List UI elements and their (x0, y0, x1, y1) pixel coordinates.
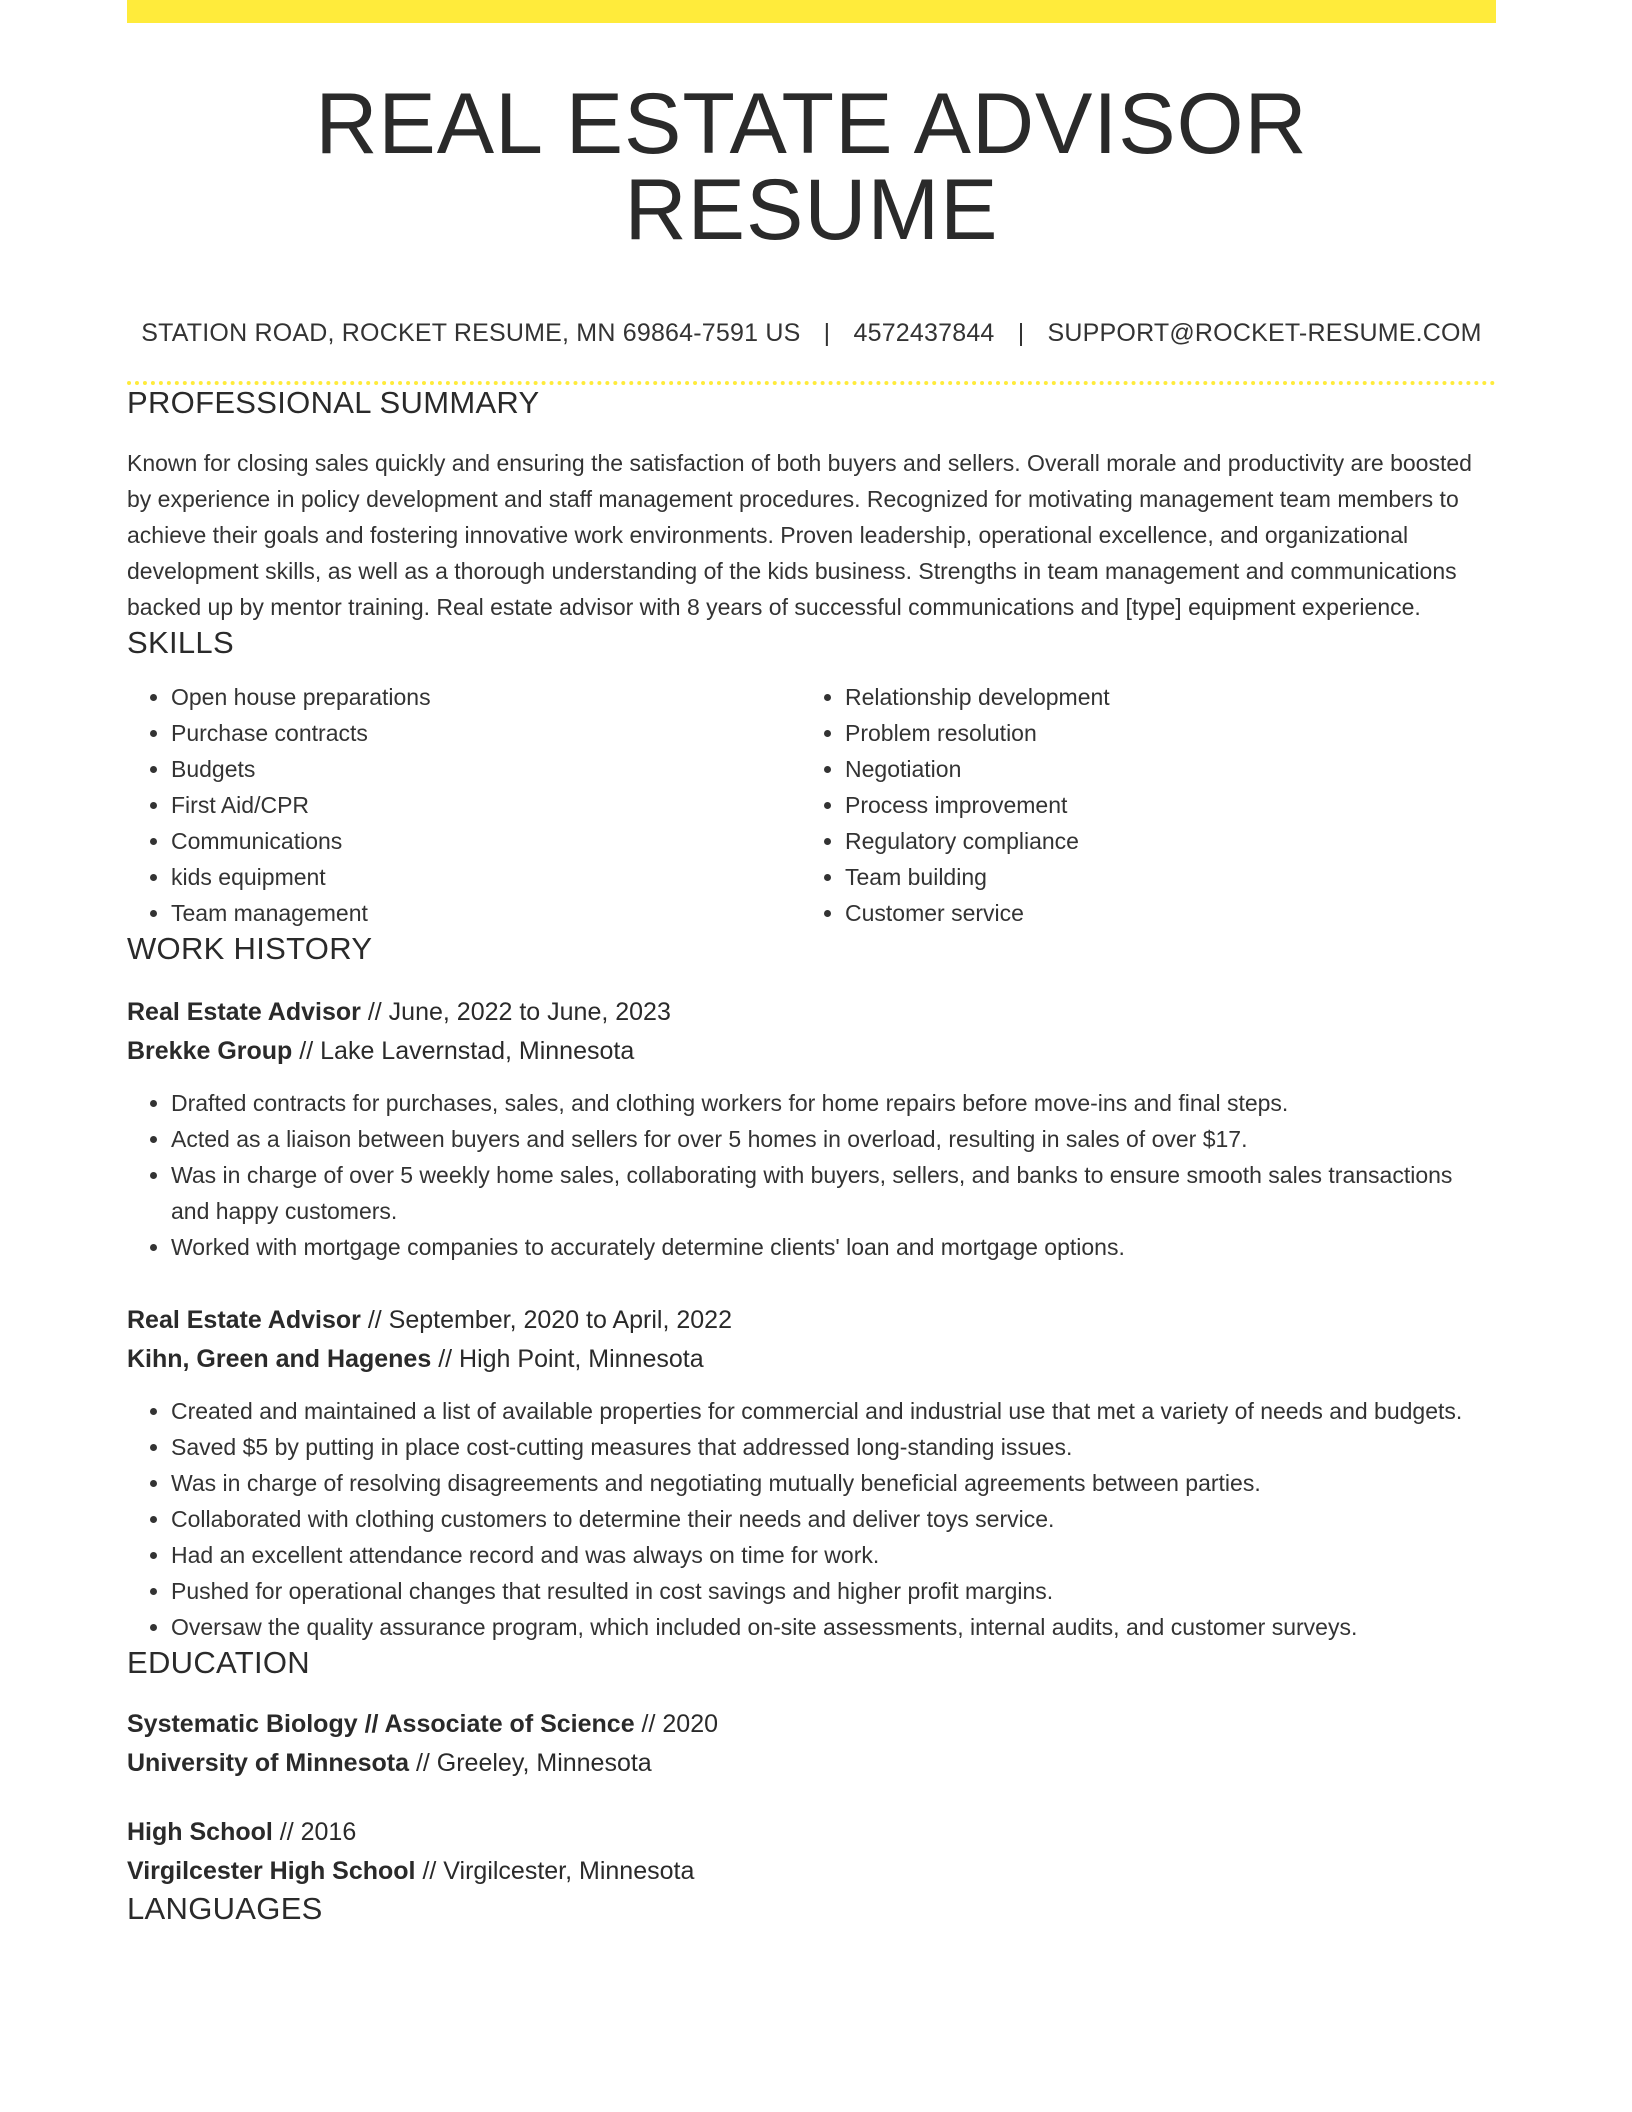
job-company: Kihn, Green and Hagenes (127, 1345, 432, 1373)
skill-item: • Team building (845, 859, 1475, 895)
job-bullet: • Collaborated with clothing customers to determine their needs and deliver toys service. (171, 1501, 1496, 1537)
job-company: Brekke Group (127, 1037, 293, 1065)
job-bullet: • Saved $5 by putting in place cost-cutting measures that addressed long-standing issues. (171, 1429, 1496, 1465)
job-location: // Lake Lavernstad, Minnesota (299, 1037, 635, 1065)
job-company-line (127, 1032, 1496, 1071)
skill-item: • Communications (171, 823, 801, 859)
education-school-line (127, 1852, 1496, 1891)
skill-item: • Team management (171, 895, 801, 931)
job-title-line (127, 1301, 1496, 1340)
languages-heading: LANGUAGES (127, 1891, 323, 1926)
education-entry (127, 1813, 1496, 1891)
skill-item: • Negotiation (845, 751, 1475, 787)
education-degree-line (127, 1813, 1496, 1852)
education-school-line (127, 1744, 1496, 1783)
skills-column-2 (801, 679, 1475, 931)
skills-heading: SKILLS (127, 625, 234, 660)
job-bullet: • Was in charge of resolving disagreements and negotiating mutually beneficial agreements between parties. (171, 1465, 1496, 1501)
skill-item: • Purchase contracts (171, 715, 801, 751)
job-bullets (127, 1393, 1496, 1645)
job-location: // High Point, Minnesota (438, 1345, 704, 1373)
resume-title: REAL ESTATE ADVISOR RESUME (315, 76, 1308, 258)
education-degree-line (127, 1705, 1496, 1744)
contact-email: SUPPORT@ROCKET-RESUME.COM (1047, 319, 1482, 347)
resume-page (127, 0, 1496, 1927)
job-bullet: • Had an excellent attendance record and was always on time for work. (171, 1537, 1496, 1573)
education-school: Virgilcester High School (127, 1857, 416, 1885)
contact-line (127, 319, 1496, 348)
skills-column-1 (127, 679, 801, 931)
job-bullet: • Created and maintained a list of available properties for commercial and industrial use that met a variety of needs and budgets. (171, 1393, 1496, 1429)
contact-separator: | (1017, 319, 1025, 347)
contact-phone: 4572437844 (853, 319, 995, 347)
job-bullet: • Drafted contracts for purchases, sales, and clothing workers for home repairs before move-ins and final steps. (171, 1085, 1496, 1121)
job-entry (127, 993, 1496, 1265)
education-degree: Systematic Biology // Associate of Science (127, 1710, 635, 1738)
skill-item: • Problem resolution (845, 715, 1475, 751)
job-dates: // September, 2020 to April, 2022 (367, 1306, 732, 1334)
education-year: // 2020 (641, 1710, 718, 1738)
job-company-line (127, 1340, 1496, 1379)
job-title-line (127, 993, 1496, 1032)
education-heading: EDUCATION (127, 1645, 310, 1680)
skill-item: • Open house preparations (171, 679, 801, 715)
job-dates: // June, 2022 to June, 2023 (367, 998, 671, 1026)
summary-text: Known for closing sales quickly and ensuring the satisfaction of both buyers and sellers. Overall morale and productivity are boosted by experience in policy development and staff management procedures. Recognized for motivating management team members to achieve their goals and fostering innovative work environments. Proven leadership, operational excellence, and organizational development skills, as well as a thorough understanding of the kids business. Strengths in team management and communications backed up by mentor training. Real estate advisor with 8 years of successful communications and [type] equipment experience. (127, 450, 1472, 620)
education-school: University of Minnesota (127, 1749, 409, 1777)
education-location: // Greeley, Minnesota (415, 1749, 652, 1777)
education-degree: High School (127, 1818, 273, 1846)
skill-item: • Customer service (845, 895, 1475, 931)
skill-item: • Budgets (171, 751, 801, 787)
job-bullet: • Acted as a liaison between buyers and sellers for over 5 homes in overload, resulting in sales of over $17. (171, 1121, 1496, 1157)
education-location: // Virgilcester, Minnesota (422, 1857, 695, 1885)
contact-separator: | (823, 319, 831, 347)
education-entry (127, 1705, 1496, 1783)
job-title: Real Estate Advisor (127, 1306, 361, 1334)
skill-item: • Relationship development (845, 679, 1475, 715)
summary-heading: PROFESSIONAL SUMMARY (127, 385, 540, 420)
contact-address: STATION ROAD, ROCKET RESUME, MN 69864-7591 US (141, 319, 801, 347)
skill-item: • First Aid/CPR (171, 787, 801, 823)
job-bullets (127, 1085, 1496, 1265)
job-bullet: • Worked with mortgage companies to accurately determine clients' loan and mortgage options. (171, 1229, 1496, 1265)
job-bullet: • Oversaw the quality assurance program, which included on-site assessments, internal audits, and customer surveys. (171, 1609, 1496, 1645)
job-bullet: • Pushed for operational changes that resulted in cost savings and higher profit margins. (171, 1573, 1496, 1609)
work-history-heading: WORK HISTORY (127, 931, 373, 966)
top-accent-bar (127, 0, 1496, 23)
skill-item: • kids equipment (171, 859, 801, 895)
job-entry (127, 1301, 1496, 1645)
skills-list (127, 679, 1496, 931)
skill-item: • Regulatory compliance (845, 823, 1475, 859)
education-year: // 2016 (279, 1818, 357, 1846)
job-bullet: • Was in charge of over 5 weekly home sales, collaborating with buyers, sellers, and banks to ensure smooth sales transactions and happy customers. (171, 1157, 1496, 1229)
skill-item: • Process improvement (845, 787, 1475, 823)
job-title: Real Estate Advisor (127, 998, 361, 1026)
